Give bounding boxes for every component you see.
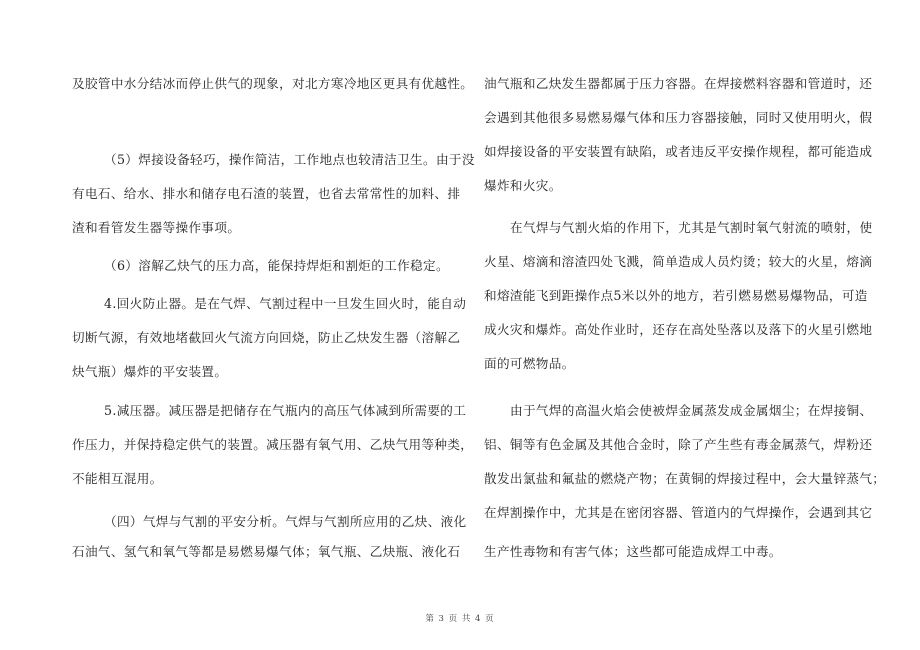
text-line: 爆炸和火灾。 <box>484 178 562 193</box>
text-line: 成火灾和爆炸。高处作业时，还存在高处坠落以及落下的火星引燃地 <box>484 322 873 337</box>
text-line: 和熔渣能飞到距操作点5米以外的地方，若引燃易燃易爆物品，可造 <box>484 288 868 303</box>
text-line: 有电石、给水、排水和储存电石渣的装置，也省去常常性的加料、排 <box>72 186 461 201</box>
text-line: 会遇到其他很多易燃易爆气体和压力容器接触，同时又使用明火，假 <box>484 110 873 125</box>
text-line: 作压力，并保持稳定供气的装置。减压器有氧气用、乙炔气用等种类， <box>72 437 474 452</box>
text-line: （5）焊接设备轻巧，操作简洁，工作地点也较清洁卫生。由于没 <box>104 152 475 167</box>
text-line: 在气焊与气割火焰的作用下，尤其是气割时氧气射流的喷射，使 <box>510 220 873 235</box>
text-line: 油气瓶和乙炔发生器都属于压力容器。在焊接燃料容器和管道时，还 <box>484 76 873 91</box>
text-line: 散发出氯盐和氟盐的燃烧产物；在黄铜的焊接过程中，会大量锌蒸气； <box>484 471 886 486</box>
text-line: 铝、铜等有色金属及其他合金时，除了产生些有毒金属蒸气，焊粉还 <box>484 437 873 452</box>
text-line: （6）溶解乙炔气的压力高，能保持焊炬和割炬的工作稳定。 <box>104 258 449 273</box>
text-line: 及胶管中水分结冰而停止供气的现象，对北方寒冷地区更具有优越性。 <box>72 76 474 91</box>
text-line: （四）气焊与气割的平安分析。气焊与气割所应用的乙炔、液化 <box>104 514 467 529</box>
text-line: 石油气、氢气和氧气等都是易燃易爆气体；氧气瓶、乙炔瓶、液化石 <box>72 544 461 559</box>
text-line: 在焊割操作中，尤其是在密闭容器、管道内的气焊操作，会遇到其它 <box>484 505 873 520</box>
text-line: 4.回火防止器。是在气焊、气割过程中一旦发生回火时，能自动 <box>104 296 467 311</box>
text-line: 渣和看管发生器等操作事项。 <box>72 220 241 235</box>
text-line: 如焊接设备的平安装置有缺陷，或者违反平安操作规程，都可能造成 <box>484 144 873 159</box>
text-line: 5.减压器。减压器是把储存在气瓶内的高压气体减到所需要的工 <box>104 403 467 418</box>
text-line: 生产性毒物和有害气体；这些都可能造成焊工中毒。 <box>484 544 782 559</box>
text-line: 切断气源，有效地堵截回火气流方向回烧，防止乙炔发生器（溶解乙 <box>72 330 461 345</box>
text-line: 不能相互混用。 <box>72 471 163 486</box>
text-line: 面的可燃物品。 <box>484 356 575 371</box>
text-line: 由于气焊的高温火焰会使被焊金属蒸发成金属烟尘；在焊接铜、 <box>510 403 873 418</box>
text-line: 炔气瓶）爆炸的平安装置。 <box>72 364 228 379</box>
text-line: 火星、熔滴和溶渣四处飞溅，简单造成人员灼烫；较大的火星，熔滴 <box>484 254 873 269</box>
page-footer: 第 3 页 共 4 页 <box>425 614 495 624</box>
